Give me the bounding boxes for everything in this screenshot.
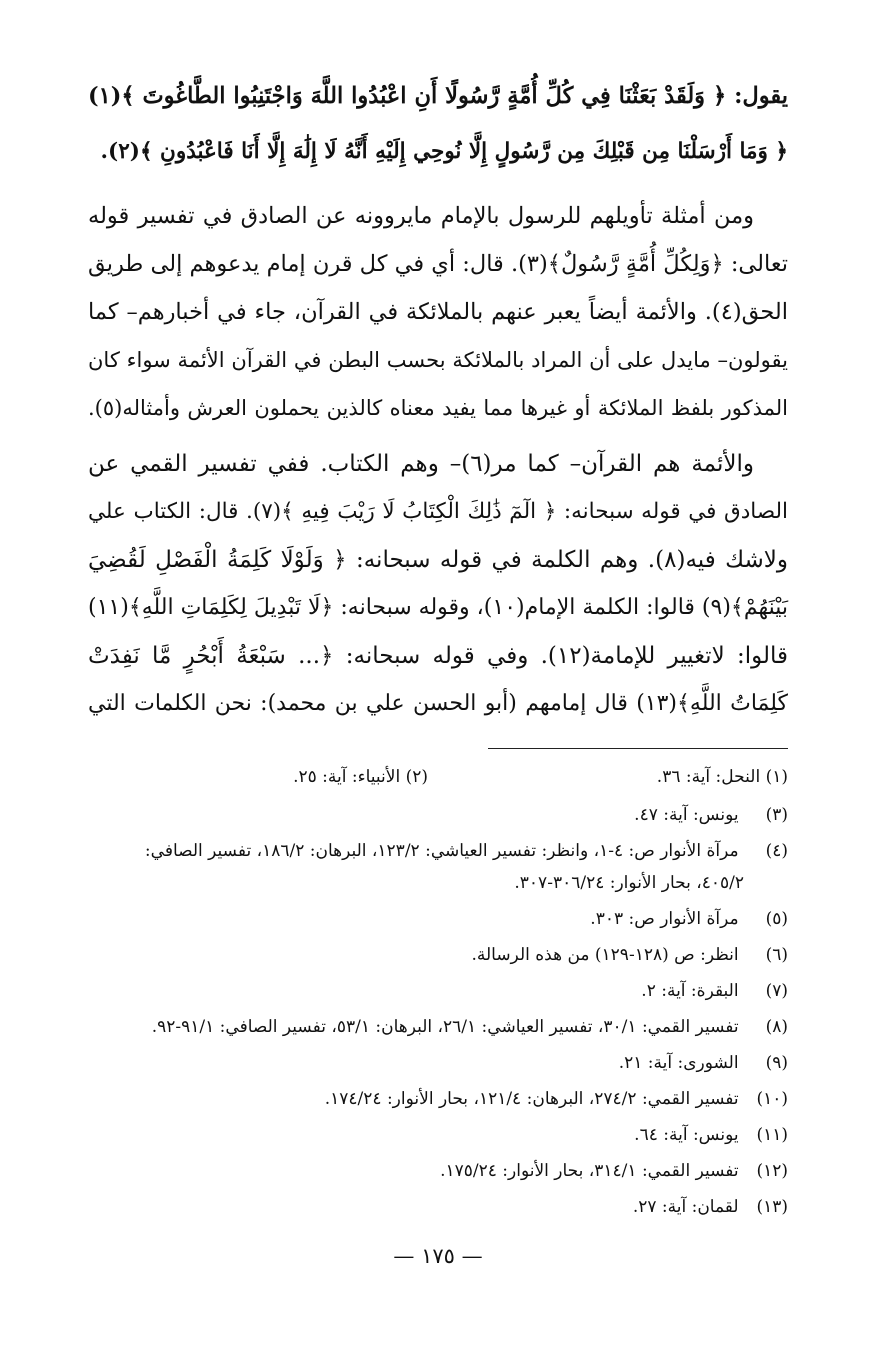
footnote (88, 1194, 788, 1220)
footnote (88, 1050, 788, 1076)
footnote-number: (٣) (765, 805, 788, 825)
footnote-text: لقمان: آية: ٢٧. (632, 1197, 739, 1217)
text-line: ولاشك فيه(٨). وهم الكلمة في قوله سبحانه: ﴿ وَلَوْلَا كَلِمَةُ الْفَصْلِ لَقُضِيَ (88, 547, 788, 573)
footnote (88, 1086, 788, 1112)
text-line: ومن أمثلة تأويلهم للرسول بالإمام مايروونه عن الصادق في تفسير قوله (88, 203, 754, 229)
text-line: ﴿ وَمَا أَرْسَلْنَا مِن قَبْلِكَ مِن رَّسُولٍ إِلَّا نُوحِي إِلَيْهِ أَنَّهُ لَا إِلَٰهَ إِلَّا أَنَا فَاعْبُدُونِ ﴾(٢). (100, 139, 788, 164)
footnote-number: (٢) (405, 767, 428, 787)
footnote-number: (٨) (765, 1017, 788, 1037)
footnote-text: انظر: ص (١٢٨-١٢٩) من هذه الرسالة. (471, 945, 739, 965)
footnote-number: (٧) (765, 981, 788, 1001)
footnote-text: تفسير القمي: ٣١٤/١، بحار الأنوار: ١٧٥/٢٤. (440, 1161, 739, 1181)
page-number: — ١٧٥ — (393, 1244, 483, 1268)
text-line: بَيْنَهُمْ﴾(٩) قالوا: الكلمة الإمام(١٠)، وقوله سبحانه: ﴿لَا تَبْدِيلَ لِكَلِمَاتِ اللَّهِ﴾(١١) (88, 595, 788, 620)
footnote-text: الأنبياء: آية: ٢٥. (293, 767, 401, 787)
text-line: قالوا: لاتغيير للإمامة(١٢). وفي قوله سبحانه: ﴿... سَبْعَةُ أَبْحُرٍ مَّا نَفِدَتْ (88, 643, 788, 669)
footnote-number: (١٠) (756, 1089, 788, 1109)
text-line: والأئمة هم القرآن– كما مر(٦)– وهم الكتاب. ففي تفسير القمي عن (88, 451, 754, 477)
footnote (458, 764, 788, 790)
footnote-text: تفسير القمي: ٣٠/١، تفسير العياشي: ٢٦/١، البرهان: ٥٣/١، تفسير الصافي: ٩١/١-٩٢. (151, 1017, 739, 1037)
footnote (88, 942, 788, 968)
footnote-number: (٦) (765, 945, 788, 965)
text-line: الصادق في قوله سبحانه: ﴿ الٓمٓ ذَٰلِكَ الْكِتَابُ لَا رَيْبَ فِيهِ ﴾(٧). قال: الكتاب علي (88, 499, 788, 524)
footnote-continuation: ٤٠٥/٢، بحار الأنوار: ٣٠٦/٢٤-٣٠٧. (514, 873, 744, 893)
footnote-text: يونس: آية: ٤٧. (634, 805, 739, 825)
footnote-number: (١٣) (756, 1197, 788, 1217)
footnote-divider (488, 748, 788, 749)
footnote (88, 1014, 788, 1040)
footnote (88, 802, 788, 828)
text-line: تعالى: ﴿وَلِكُلِّ أُمَّةٍ رَّسُولٌ﴾(٣). قال: أي في كل قرن إمام يدعوهم إلى طريق (87, 251, 788, 277)
text-line: كَلِمَاتُ اللَّهِ﴾(١٣) قال إمامهم (أبو الحسن علي بن محمد): نحن الكلمات التي (88, 691, 788, 716)
footnote-text: تفسير القمي: ٢٧٤/٢، البرهان: ١٢١/٤، بحار الأنوار: ١٧٤/٢٤. (324, 1089, 739, 1109)
footnote-text: النحل: آية: ٣٦. (656, 767, 761, 787)
footnote-text: يونس: آية: ٦٤. (634, 1125, 739, 1145)
footnote-number: (٩) (765, 1053, 788, 1073)
footnote-number: (٤) (765, 841, 788, 861)
footnote (88, 1158, 788, 1184)
footnote (88, 838, 788, 864)
footnote (88, 978, 788, 1004)
footnote (88, 764, 428, 790)
text-line: يقولون– مايدل على أن المراد بالملائكة بحسب البطن في القرآن الأئمة سواء كان (88, 348, 788, 372)
text-line: الحق(٤). والأئمة أيضاً يعبر عنهم بالملائكة في القرآن، جاء في أخبارهم– كما (88, 299, 788, 325)
footnote (88, 1122, 788, 1148)
footnote-number: (١٢) (756, 1161, 788, 1181)
footnote-text: مرآة الأنوار ص: ٤-١، وانظر: تفسير العياشي: ١٢٣/٢، البرهان: ١٨٦/٢، تفسير الصافي: (144, 841, 739, 861)
footnote (88, 906, 788, 932)
text-line: المذكور بلفظ الملائكة أو غيرها مما يفيد معناه كالذين يحملون العرش وأمثاله(٥). (88, 396, 788, 420)
footnote-text: البقرة: آية: ٢. (641, 981, 739, 1001)
footnote-number: (١) (765, 767, 788, 787)
footnote-number: (١١) (756, 1125, 788, 1145)
footnote-number: (٥) (765, 909, 788, 929)
footnote-text: مرآة الأنوار ص: ٣٠٣. (590, 909, 739, 929)
text-line: يقول: ﴿ وَلَقَدْ بَعَثْنَا فِي كُلِّ أُمَّةٍ رَّسُولًا أَنِ اعْبُدُوا اللَّهَ وَاجْتَنِبُوا الطَّاغُوتَ ﴾(١) (88, 83, 788, 109)
footnote-text: الشورى: آية: ٢١. (618, 1053, 739, 1073)
